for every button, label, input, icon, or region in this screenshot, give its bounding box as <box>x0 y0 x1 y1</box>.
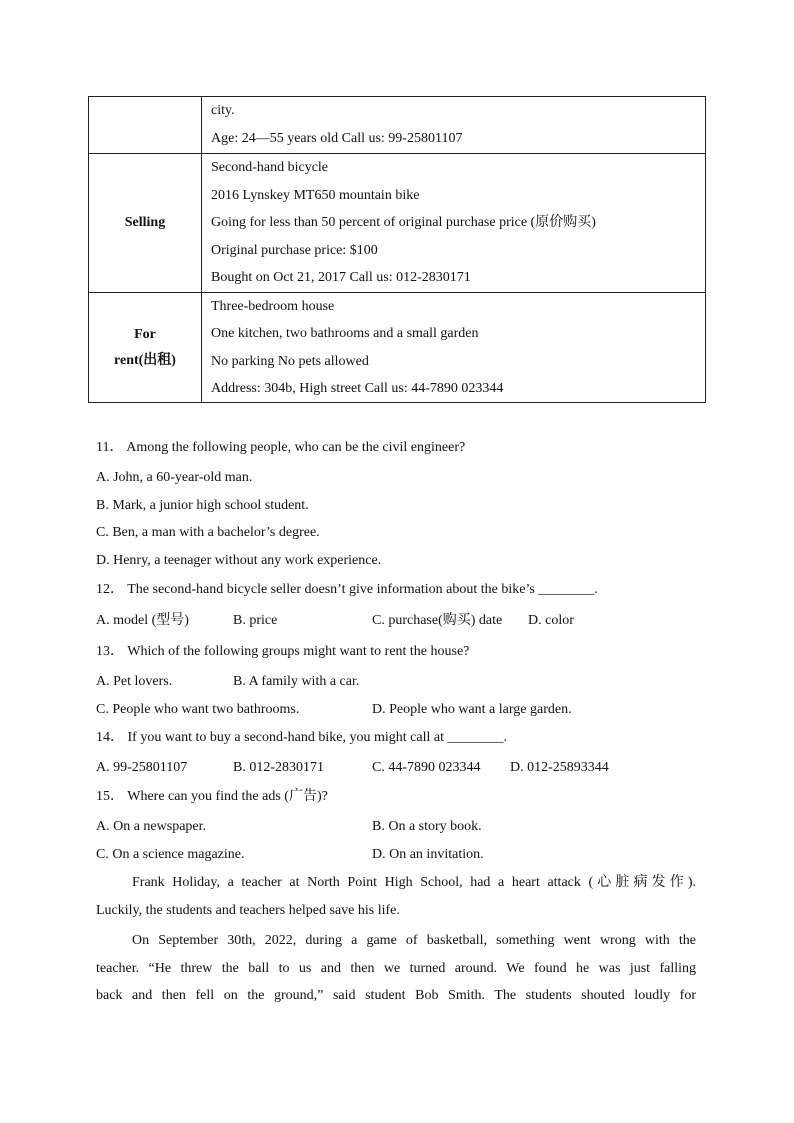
question-11: 11． Among the following people, who can be the civil engineer? <box>96 440 466 455</box>
passage-line: On September 30th, 2022, during a game of basketball, something went wrong with the <box>132 933 696 948</box>
ad-line: One kitchen, two bathrooms and a small garden <box>211 326 479 342</box>
ad-row-rent <box>89 292 706 402</box>
option-c: C. purchase(购买) date <box>372 613 503 628</box>
ad-row-selling <box>89 154 706 293</box>
ad-line: Bought on Oct 21, 2017 Call us: 012-2830171 <box>211 270 471 286</box>
option-b: B. A family with a car. <box>233 674 360 689</box>
option-a: A. model (型号) <box>96 613 189 628</box>
row-label-line: rent(出租) <box>114 352 176 368</box>
option-b: B. price <box>233 613 278 628</box>
question-15: 15． Where can you find the ads (广告)? <box>96 789 328 804</box>
option-c: C. 44-7890 023344 <box>372 760 481 775</box>
passage-paragraph-1 <box>96 869 696 924</box>
passage-line: Luckily, the students and teachers helped save his life. <box>96 902 400 918</box>
question-13: 13． Which of the following groups might want to rent the house? <box>96 644 470 659</box>
ad-row-job <box>89 97 706 154</box>
option-d: D. 012-25893344 <box>510 760 609 775</box>
option-a: A. On a newspaper. <box>96 819 207 834</box>
option-c: C. People who want two bathrooms. <box>96 702 300 717</box>
ad-line: Three-bedroom house <box>211 298 335 314</box>
ad-line: Age: 24—55 years old Call us: 99-25801107 <box>211 131 463 146</box>
passage-line: teacher. “He threw the ball to us and then we turned around. We found he was just falling <box>96 960 696 976</box>
question-14: 14． If you want to buy a second-hand bike, you might call at ________. <box>96 730 507 745</box>
question-12: 12． The second-hand bicycle seller doesn’t give information about the bike’s ________. <box>96 582 598 597</box>
ad-content <box>202 292 706 402</box>
passage-paragraph-2 <box>96 927 696 1010</box>
passage-line: Frank Holiday, a teacher at North Point High School, had a heart attack (心脏病发作). <box>132 875 696 890</box>
ads-table <box>88 96 706 403</box>
ad-line: 2016 Lynskey MT650 mountain bike <box>211 187 420 203</box>
option-a: A. Pet lovers. <box>96 674 173 689</box>
option-b: B. On a story book. <box>372 819 482 834</box>
ad-line: Going for less than 50 percent of original purchase price (原价购买) <box>211 215 596 231</box>
option-b: B. 012-2830171 <box>233 760 324 775</box>
option-d: D. On an invitation. <box>372 847 484 862</box>
ad-line: No parking No pets allowed <box>211 353 369 369</box>
option-b: B. Mark, a junior high school student. <box>96 498 309 513</box>
option-d: D. color <box>528 613 574 628</box>
option-c: C. On a science magazine. <box>96 847 245 862</box>
row-label <box>89 292 202 402</box>
row-label-line: For <box>134 326 156 342</box>
row-label: Selling <box>89 154 202 293</box>
ad-line: city. <box>211 103 235 118</box>
passage-line: back and then fell on the ground,” said student Bob Smith. The students shouted loudly for <box>96 988 696 1003</box>
ad-content <box>202 97 706 154</box>
option-c: C. Ben, a man with a bachelor’s degree. <box>96 525 320 540</box>
ad-content <box>202 154 706 293</box>
row-label <box>89 97 202 154</box>
option-d: D. People who want a large garden. <box>372 702 572 717</box>
option-a: A. John, a 60-year-old man. <box>96 470 253 485</box>
ad-line: Original purchase price: $100 <box>211 242 378 258</box>
option-a: A. 99-25801107 <box>96 760 188 775</box>
option-d: D. Henry, a teenager without any work experience. <box>96 553 382 568</box>
ad-line: Second-hand bicycle <box>211 160 329 175</box>
ad-line: Address: 304b, High street Call us: 44-7890 023344 <box>211 380 504 396</box>
